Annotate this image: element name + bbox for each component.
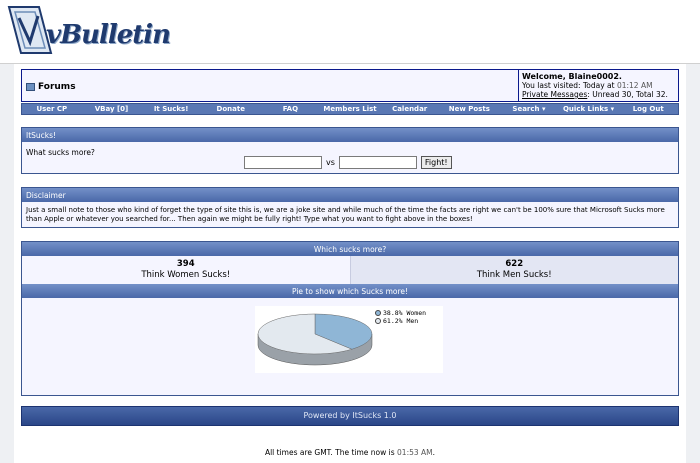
question-label: What sucks more? <box>26 148 95 157</box>
nav-new-posts[interactable]: New Posts <box>448 105 490 113</box>
itsucks-panel <box>21 127 679 174</box>
powered-by-bar: Powered by ItSucks 1.0 <box>21 406 679 426</box>
legend-swatch-women <box>375 310 381 316</box>
men-label: Think Men Sucks! <box>476 270 552 280</box>
nav-faq[interactable]: FAQ <box>282 105 299 113</box>
fight-form <box>244 156 452 169</box>
fight-button[interactable]: Fight! <box>421 156 452 169</box>
women-count: 394 <box>176 259 195 269</box>
legend-label-women: 38.8% Women <box>383 309 427 317</box>
page-container <box>14 64 686 463</box>
welcome-text: Welcome, Blaine0002. <box>522 72 622 81</box>
nav-donate[interactable]: Donate <box>216 105 245 113</box>
nav-quick-links[interactable]: Quick Links ▾ <box>562 105 615 113</box>
private-messages-info: : Unread 30, Total 32. <box>587 90 668 99</box>
last-visited-time: 01:12 AM <box>616 81 653 90</box>
pie-title: Pie to show which Sucks more! <box>22 284 678 298</box>
forum-home-icon <box>26 83 35 91</box>
nav-vbay[interactable]: VBay [0] <box>94 105 129 113</box>
left-margin <box>0 64 14 463</box>
pie-svg <box>255 306 375 373</box>
result-panel <box>21 241 679 396</box>
women-votes <box>22 256 350 284</box>
times-suffix: . <box>432 448 436 457</box>
nav-it-sucks[interactable]: It Sucks! <box>153 105 189 113</box>
women-label: Think Women Sucks! <box>141 270 231 280</box>
fight-input-2[interactable] <box>339 156 417 169</box>
legend-item-women <box>375 309 426 317</box>
chart-area <box>22 298 678 395</box>
times-prefix: All times are GMT. The time now is <box>264 448 395 457</box>
server-time <box>14 448 686 457</box>
times-value: 01:53 AM <box>397 448 433 457</box>
legend-label-men: 61.2% Men <box>383 317 419 325</box>
legend-item-men <box>375 317 426 325</box>
logo-text: vBulletin <box>46 20 171 50</box>
itsucks-title: ItSucks! <box>22 128 678 142</box>
vote-counts <box>22 256 678 284</box>
disclaimer-text: Just a small note to those who kind of forget the type of site this is, we are a joke site and while much of the time the facts are right we can't be 100% sure that Microsoft Sucks more than Apple or whatever you searched for... Then again we might be fully right! Type what you want to fight above in the boxes! <box>26 206 665 223</box>
men-votes <box>350 256 679 284</box>
fight-input-1[interactable] <box>244 156 322 169</box>
main-navbar <box>21 103 679 115</box>
pie-legend <box>375 309 426 325</box>
top-banner <box>0 0 700 64</box>
vs-label: vs <box>326 158 335 167</box>
nav-members-list[interactable]: Members List <box>323 105 377 113</box>
result-title: Which sucks more? <box>22 242 678 256</box>
legend-swatch-men <box>375 318 381 324</box>
nav-user-cp[interactable]: User CP <box>36 105 68 113</box>
last-visited-label: You last visited: Today at <box>522 81 615 90</box>
right-margin <box>686 64 700 463</box>
pie-chart <box>255 306 443 373</box>
breadcrumb[interactable] <box>26 82 76 92</box>
disclaimer-title: Disclaimer <box>22 188 678 202</box>
men-count: 622 <box>505 259 524 269</box>
vbulletin-logo[interactable] <box>6 4 171 58</box>
disclaimer-panel <box>21 187 679 228</box>
forum-header <box>21 69 679 102</box>
welcome-panel <box>518 70 678 101</box>
nav-log-out[interactable]: Log Out <box>632 105 664 113</box>
nav-search[interactable]: Search ▾ <box>512 105 546 113</box>
private-messages-link[interactable]: Private Messages <box>522 90 588 99</box>
nav-calendar[interactable]: Calendar <box>392 105 428 113</box>
page-title[interactable]: Forums <box>38 82 76 92</box>
